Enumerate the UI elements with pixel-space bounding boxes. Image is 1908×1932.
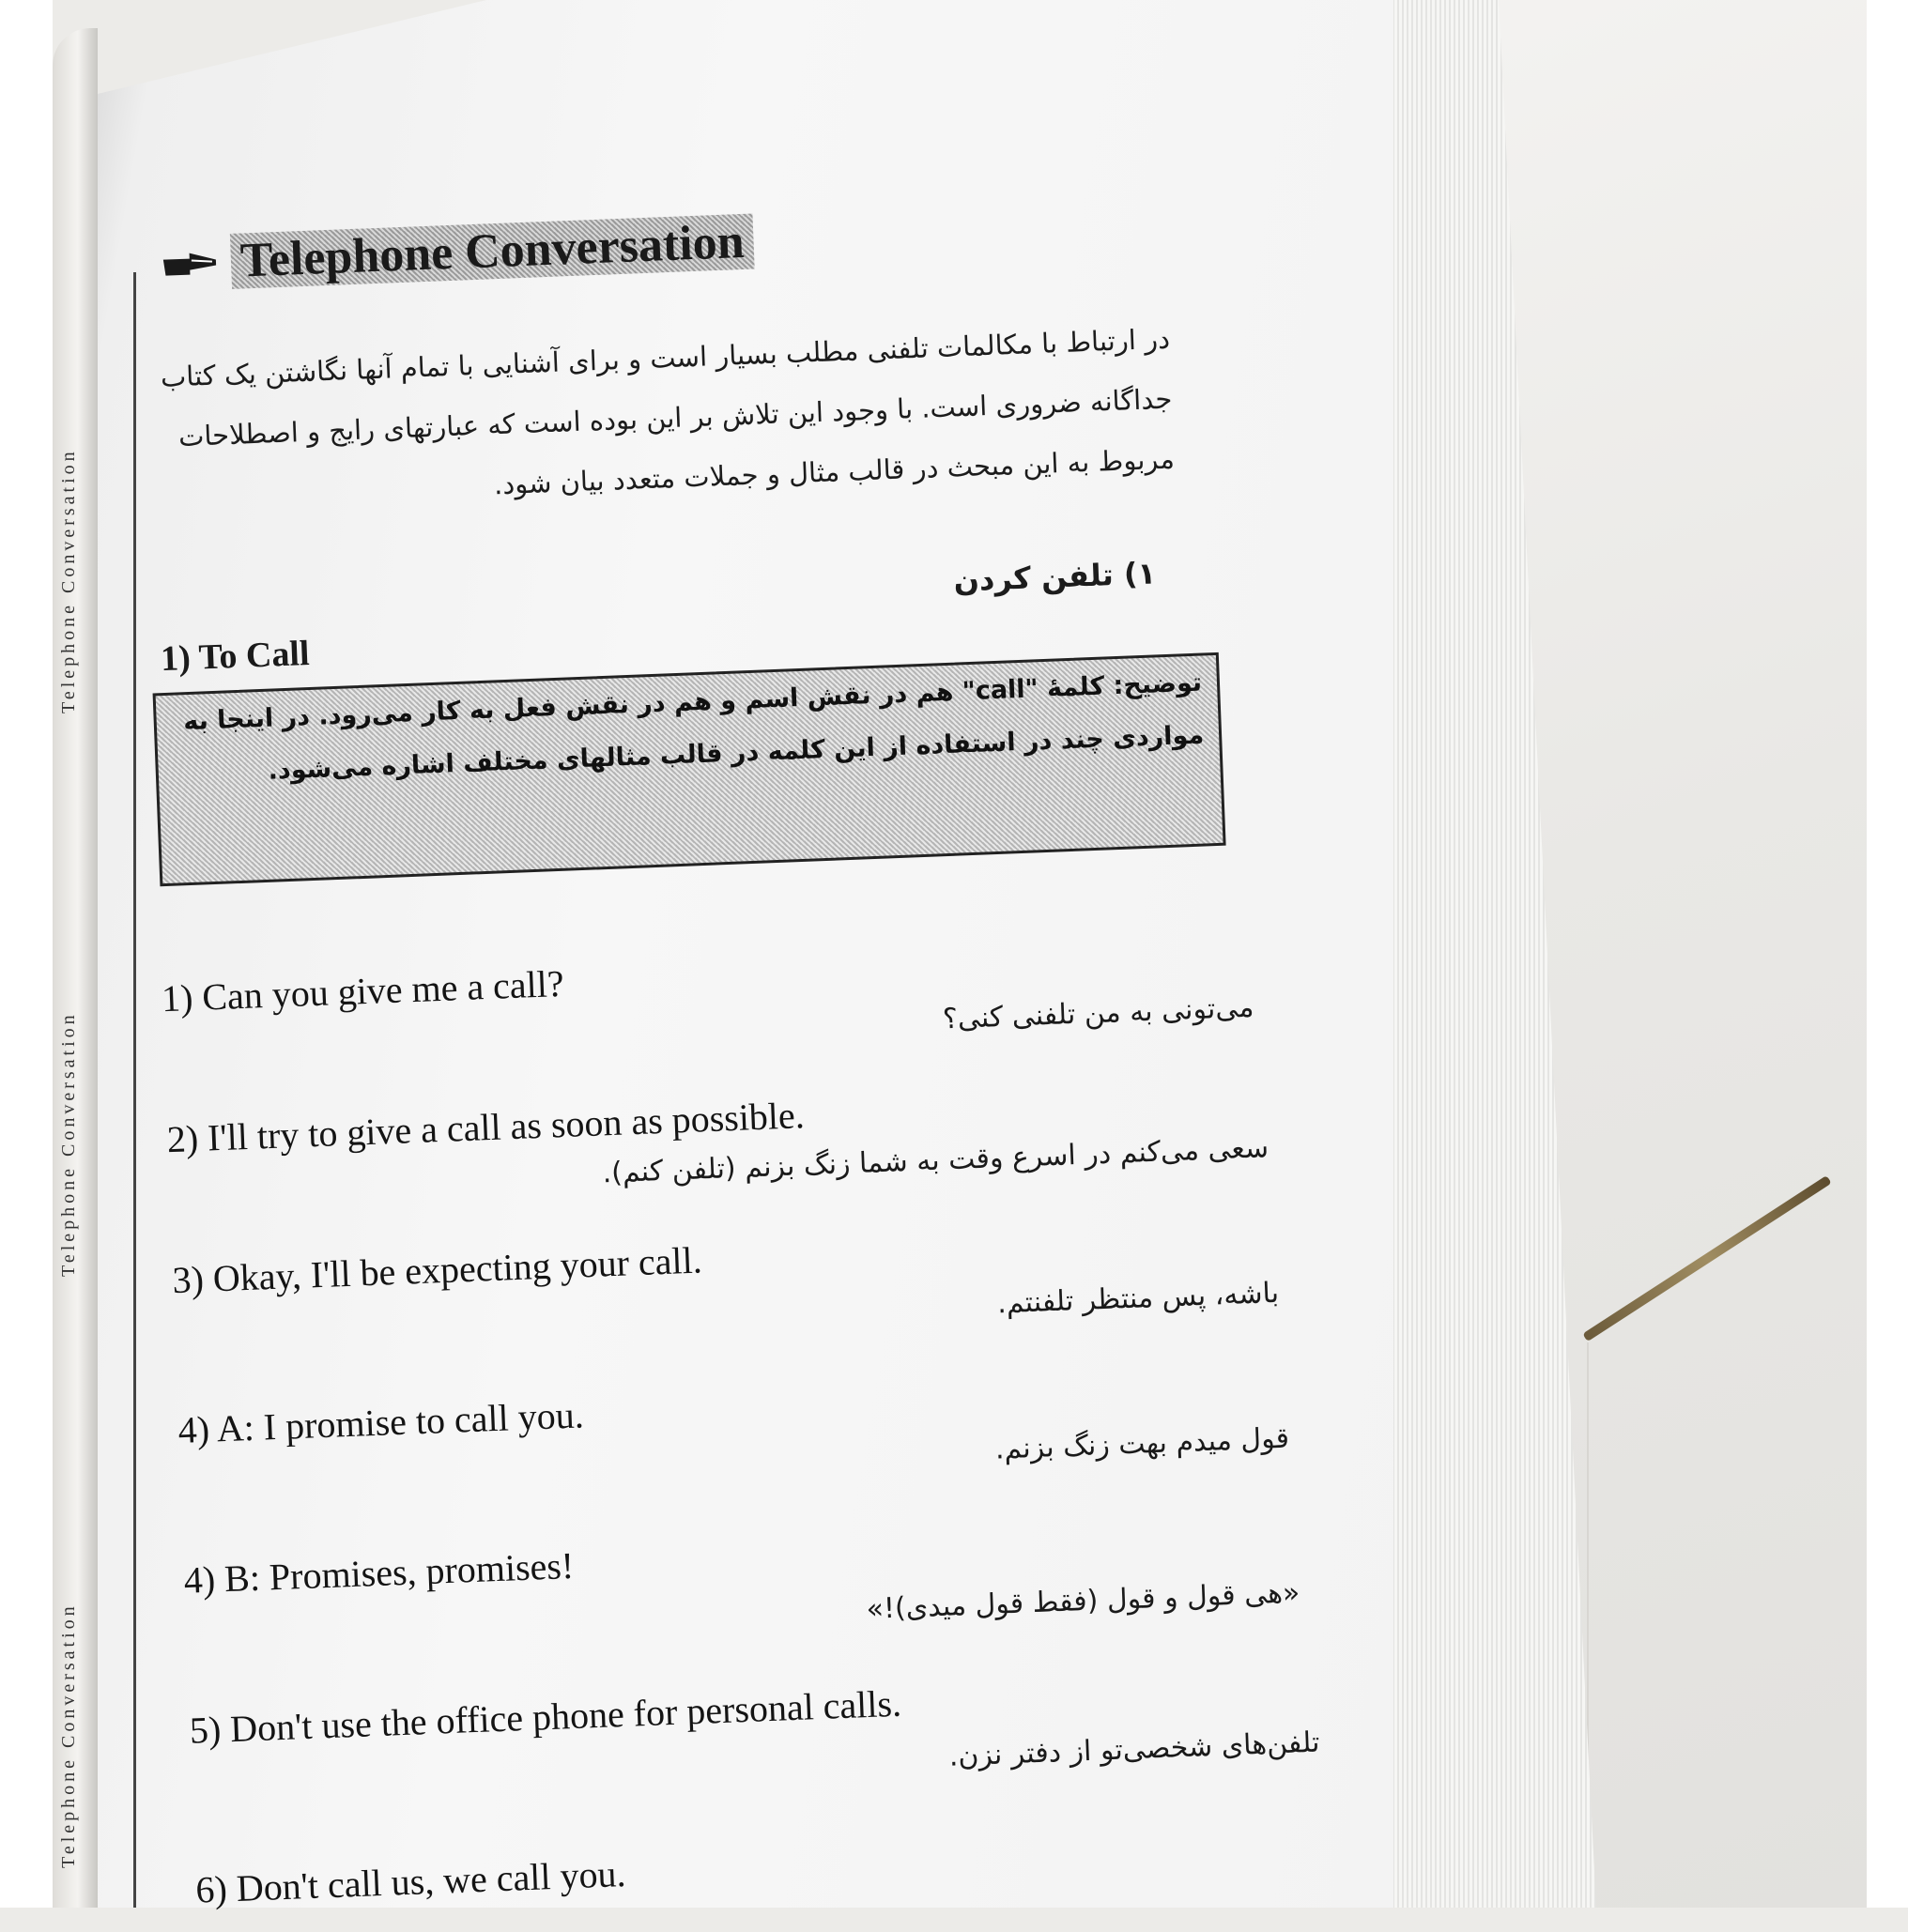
page-title: Telephone Conversation: [230, 214, 755, 289]
title-block: [161, 214, 755, 292]
intro-paragraph: در ارتباط با مکالمات تلفنی مطلب بسیار است و برای آشنایی با تمام آنها نگاشتن یک کتاب جداگانه ضروری است. با وجود این تلاش بر این بوده است که عبارتهای رایج و اصطلاحات مربوط به این مبحث در قالب مثال و جملات متعدد بیان شود.: [160, 322, 1176, 501]
example-en: 3) Okay, I'll be expecting your call.: [171, 1238, 703, 1302]
example-en: 4) B: Promises, promises!: [182, 1543, 575, 1602]
example-fa: سعی ‌می‌کنم در اسرع وقت به شما زنگ بزنم (تلفن کنم).: [601, 1131, 1269, 1190]
example-en: 6) Don't call us, we call you.: [194, 1852, 627, 1911]
example-en: 5) Don't use the office phone for personal calls.: [189, 1681, 902, 1752]
example-fa: باشه، پس منتظر تلفنتم.: [996, 1276, 1280, 1321]
example-fa: قول میدم بهت زنگ بزنم.: [994, 1421, 1290, 1466]
example-en: 4) A: I promise to call you.: [177, 1393, 585, 1451]
example-fa: می‌تونی به من تلفنی کنی؟: [942, 990, 1254, 1036]
spine-label-top: Telephone Conversation: [58, 448, 79, 713]
section-title-fa: ۱) تلفن کردن: [952, 555, 1157, 599]
spine-label-middle: Telephone Conversation: [58, 1011, 79, 1277]
example-fa: «هی قول و قول (فقط قول میدی)!»: [865, 1576, 1300, 1626]
pointing-hand-icon: [161, 248, 220, 278]
example-en: 2) I'll try to give a call as soon as possible.: [165, 1094, 806, 1161]
example-en: 1) Can you give me a call?: [161, 961, 565, 1020]
spine-label-bottom: Telephone Conversation: [58, 1602, 79, 1868]
section-title-en: 1) To Call: [160, 634, 311, 680]
note-text: توضیح: کلمهٔ "call" هم در نقش اسم و هم در نقش فعل به کار می‌رود. در اینجا به مواردی چند در استفاده از این کلمه در قالب مثالهای مختلف اشاره می‌شود.: [182, 667, 1205, 786]
example-fa: تلفن‌های شخصی‌تو از دفتر نزن.: [948, 1725, 1321, 1773]
